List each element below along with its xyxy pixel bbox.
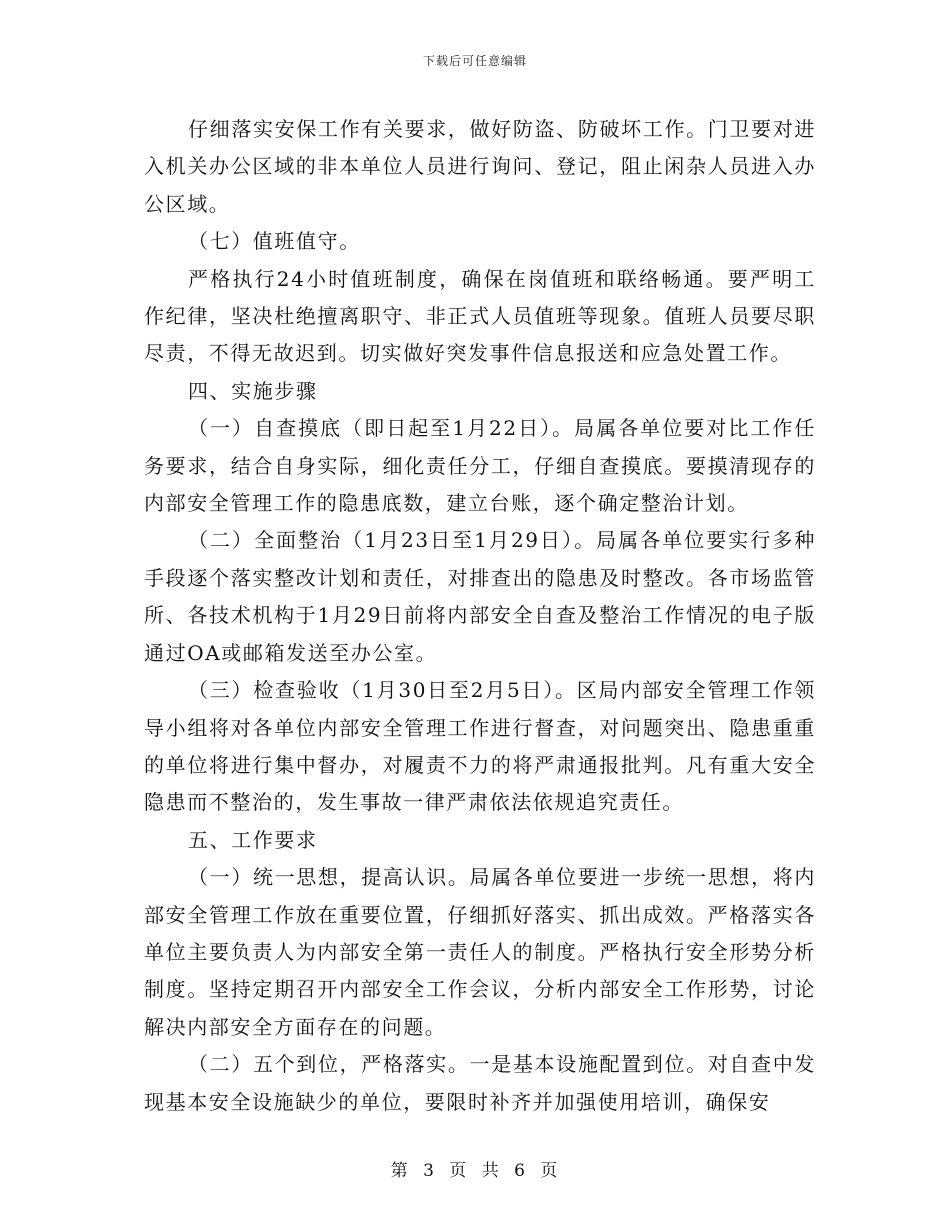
- paragraph: 严格执行24小时值班制度，确保在岗值班和联络畅通。要严明工作纪律，坚决杜绝擅离职守、非正式人员值班等现象。值班人员要尽职尽责，不得无故迟到。切实做好突发事件信息报送和应急处置工作。: [144, 266, 816, 366]
- section-heading: （七）值班值守。: [188, 229, 361, 254]
- document-body: [144, 111, 816, 1121]
- paragraph: 仔细落实安保工作有关要求，做好防盗、防破坏工作。门卫要对进入机关办公区域的非本单位人员进行询问、登记，阻止闲杂人员进入办公区域。: [144, 117, 816, 216]
- page-header: 下载后可任意编辑: [422, 54, 527, 68]
- paragraph: （二）全面整治（1月23日至1月29日）。局属各单位要实行多种手段逐个落实整改计划和责任，对排查出的隐患及时整改。各市场监管所、各技术机构于1月29日前将内部安全自查及整治工作情况的电子版通过OA或邮箱发送至办公室。: [144, 528, 816, 665]
- section-heading: 五、工作要求: [188, 827, 318, 852]
- paragraph: （三）检查验收（1月30日至2月5日）。区局内部安全管理工作领导小组将对各单位内部安全管理工作进行督查，对问题突出、隐患重重的单位将进行集中督办，对履责不力的将严肃通报批判。凡有重大安全隐患而不整治的，发生事故一律严肃依法依规追究责任。: [144, 678, 816, 815]
- paragraph: （一）自查摸底（即日起至1月22日）。局属各单位要对比工作任务要求，结合自身实际，细化责任分工，仔细自查摸底。要摸清现存的内部安全管理工作的隐患底数，建立台账，逐个确定整治计划。: [144, 416, 816, 516]
- section-heading: 四、实施步骤: [188, 378, 318, 403]
- page-number: 第 3 页 共 6 页: [390, 1161, 560, 1181]
- paragraph: （一）统一思想，提高认识。局属各单位要进一步统一思想，将内部安全管理工作放在重要位置，仔细抓好落实、抓出成效。严格落实各单位主要负责人为内部安全第一责任人的制度。严格执行安全形势分析制度。坚持定期召开内部安全工作会议，分析内部安全工作形势，讨论解决内部安全方面存在的问题。: [144, 865, 816, 1039]
- paragraph: （二）五个到位，严格落实。一是基本设施配置到位。对自查中发现基本安全设施缺少的单位，要限时补齐并加强使用培训，确保安: [144, 1052, 816, 1114]
